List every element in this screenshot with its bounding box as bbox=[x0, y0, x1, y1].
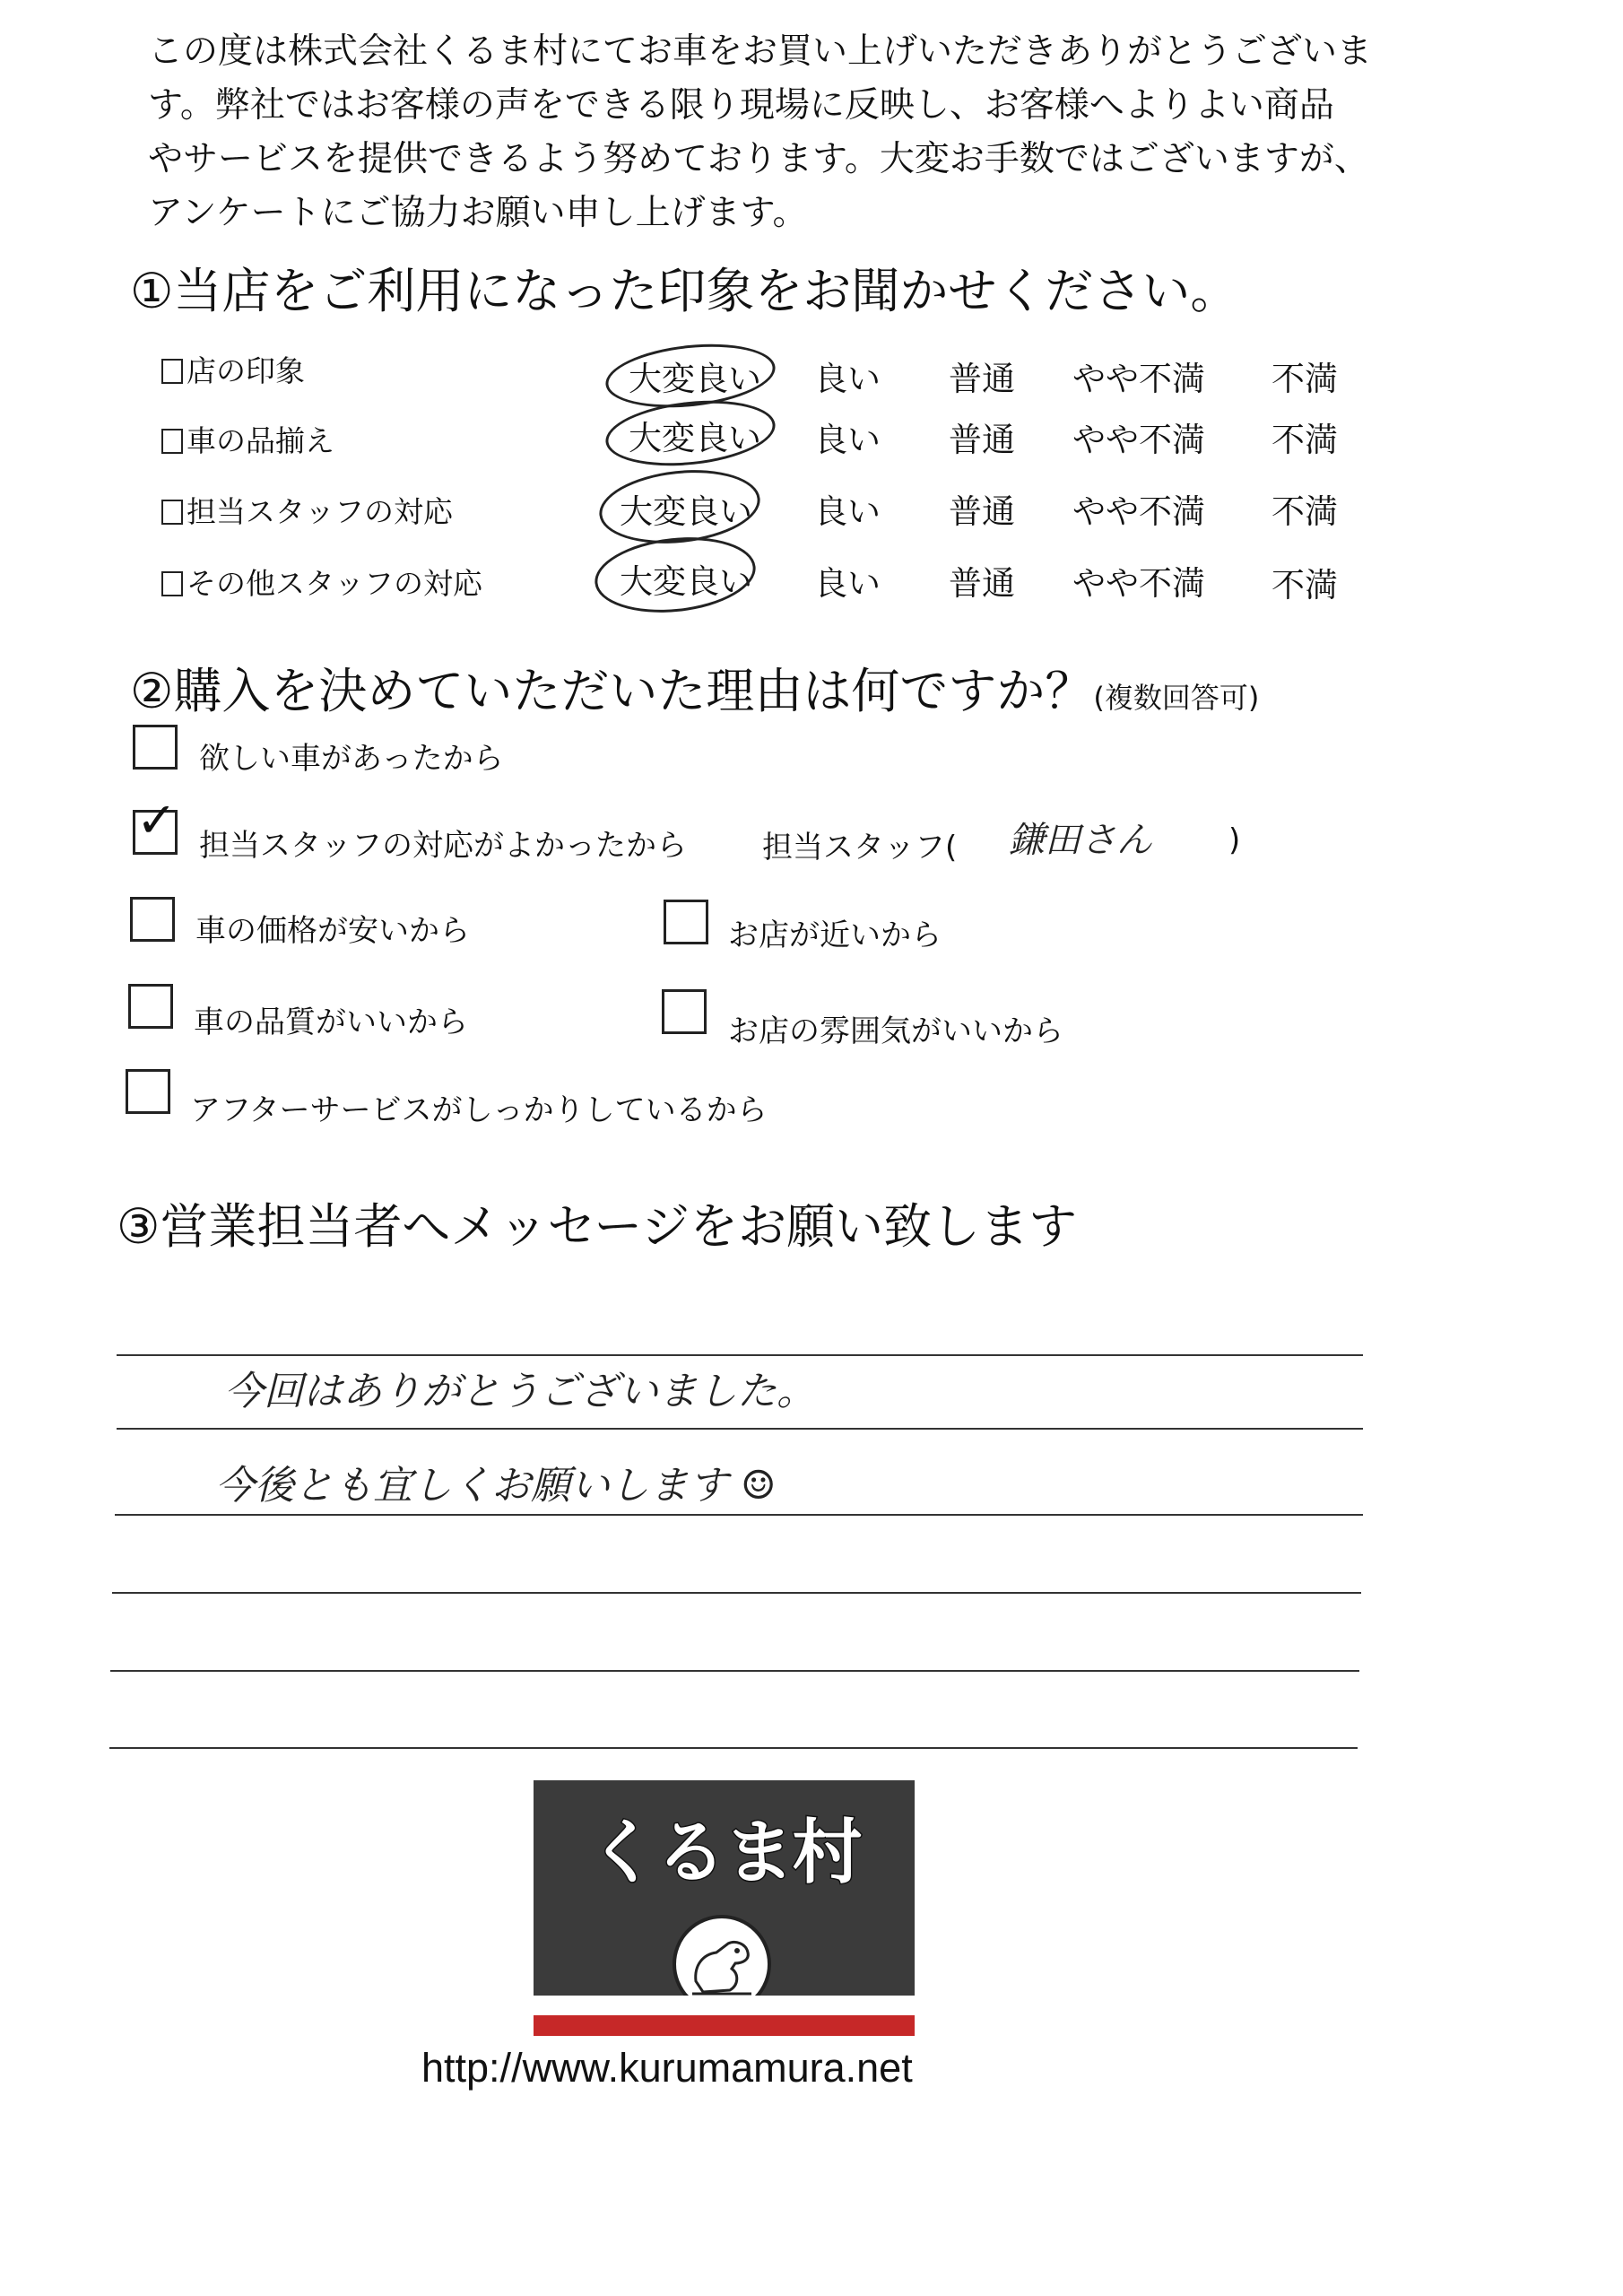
rating-option[interactable]: 良い bbox=[814, 564, 881, 603]
website-url[interactable]: http://www.kurumamura.net bbox=[421, 2045, 913, 2091]
rating-option[interactable]: 大変良い bbox=[620, 562, 752, 601]
staff-name-handwritten: 鎌田さん bbox=[1009, 820, 1152, 861]
rating-option[interactable]: 大変良い bbox=[629, 419, 761, 457]
intro-line: この度は株式会社くるま村にてお車をお買い上げいただきありがとうございま bbox=[148, 31, 1373, 72]
q1-title: ①当店をご利用になった印象をお聞かせください。 bbox=[130, 263, 1239, 319]
reason-label: アフターサービスがしっかりしているから bbox=[190, 1092, 768, 1128]
reason-checkbox[interactable] bbox=[126, 1069, 170, 1114]
reason-checkbox[interactable] bbox=[128, 984, 173, 1029]
message-text: 今後とも宜しくお願いします ☺ bbox=[215, 1463, 777, 1509]
rating-option[interactable]: 大変良い bbox=[629, 360, 761, 398]
reason-checkbox[interactable] bbox=[130, 897, 175, 942]
intro-line: やサービスを提供できるよう努めております。大変お手数ではございますが、 bbox=[148, 139, 1369, 179]
reason-label: 車の品質がいいから bbox=[194, 1004, 468, 1040]
message-line bbox=[109, 1747, 1358, 1749]
reason-label: 車の価格が安いから bbox=[195, 913, 470, 949]
q3-title: ③営業担当者へメッセージをお願い致します bbox=[117, 1198, 1078, 1255]
intro-text bbox=[148, 25, 1403, 240]
rating-option[interactable]: 普通 bbox=[949, 564, 1015, 603]
rating-option[interactable]: やや不満 bbox=[1072, 360, 1205, 398]
logo-text: くるま村 bbox=[587, 1813, 861, 1893]
rating-option[interactable]: やや不満 bbox=[1072, 564, 1205, 603]
message-line bbox=[110, 1670, 1359, 1672]
checkbox-icon bbox=[161, 571, 183, 596]
reason-label: 担当スタッフの対応がよかったから bbox=[199, 828, 687, 864]
q2-note: (複数回答可) bbox=[1093, 681, 1260, 715]
rating-option[interactable]: 不満 bbox=[1271, 492, 1338, 531]
rating-option[interactable]: 不満 bbox=[1271, 566, 1338, 604]
logo-stripe-red bbox=[534, 2015, 915, 2036]
intro-line: す。弊社ではお客様の声をできる限り現場に反映し、お客様へよりよい商品 bbox=[148, 85, 1334, 126]
reason-checkbox[interactable] bbox=[662, 989, 707, 1034]
rating-option[interactable]: やや不満 bbox=[1072, 492, 1205, 531]
rating-option[interactable]: 大変良い bbox=[620, 492, 752, 531]
intro-line: アンケートにご協力お願い申し上げます。 bbox=[148, 193, 808, 233]
message-line bbox=[115, 1514, 1363, 1516]
kurumamura-logo bbox=[534, 1780, 915, 2036]
reason-checkbox[interactable] bbox=[133, 725, 178, 770]
rating-row-label: その他スタッフの対応 bbox=[161, 561, 482, 603]
message-text: 今回はありがとうございました。 bbox=[224, 1369, 816, 1414]
rating-option[interactable]: 不満 bbox=[1271, 421, 1338, 459]
reason-label: お店の雰囲気がいいから bbox=[728, 1013, 1063, 1049]
reason-label: お店が近いから bbox=[728, 918, 942, 953]
reason-label: 欲しい車があったから bbox=[199, 741, 504, 777]
rating-option[interactable]: やや不満 bbox=[1072, 421, 1205, 459]
selection-circle bbox=[591, 530, 759, 620]
staff-label: 担当スタッフ( bbox=[762, 830, 958, 865]
checkbox-icon bbox=[161, 359, 183, 384]
message-line bbox=[117, 1354, 1363, 1356]
rating-option[interactable]: 良い bbox=[814, 421, 881, 459]
checkbox-icon bbox=[161, 429, 183, 454]
rating-option[interactable]: 普通 bbox=[949, 492, 1015, 531]
staff-label-close: ) bbox=[1228, 822, 1241, 858]
rating-row-label: 店の印象 bbox=[161, 348, 305, 390]
rating-row-label: 担当スタッフの対応 bbox=[161, 489, 453, 531]
message-line bbox=[112, 1592, 1361, 1594]
rating-option[interactable]: 良い bbox=[814, 492, 881, 531]
selection-circle bbox=[603, 393, 778, 473]
message-line bbox=[117, 1428, 1363, 1430]
rating-option[interactable]: 普通 bbox=[949, 360, 1015, 398]
rating-option[interactable]: 不満 bbox=[1271, 360, 1338, 398]
logo-stripe-white bbox=[534, 1996, 915, 2015]
rating-option[interactable]: 普通 bbox=[949, 421, 1015, 459]
rating-option[interactable]: 良い bbox=[814, 360, 881, 398]
reason-checkbox[interactable] bbox=[664, 900, 708, 944]
q2-title: ②購入を決めていただいた理由は何ですか？(複数回答可) bbox=[130, 663, 1260, 719]
checkbox-icon bbox=[161, 500, 183, 525]
rating-row-label: 車の品揃え bbox=[161, 418, 334, 460]
check-mark-icon: ✓ bbox=[136, 792, 178, 848]
